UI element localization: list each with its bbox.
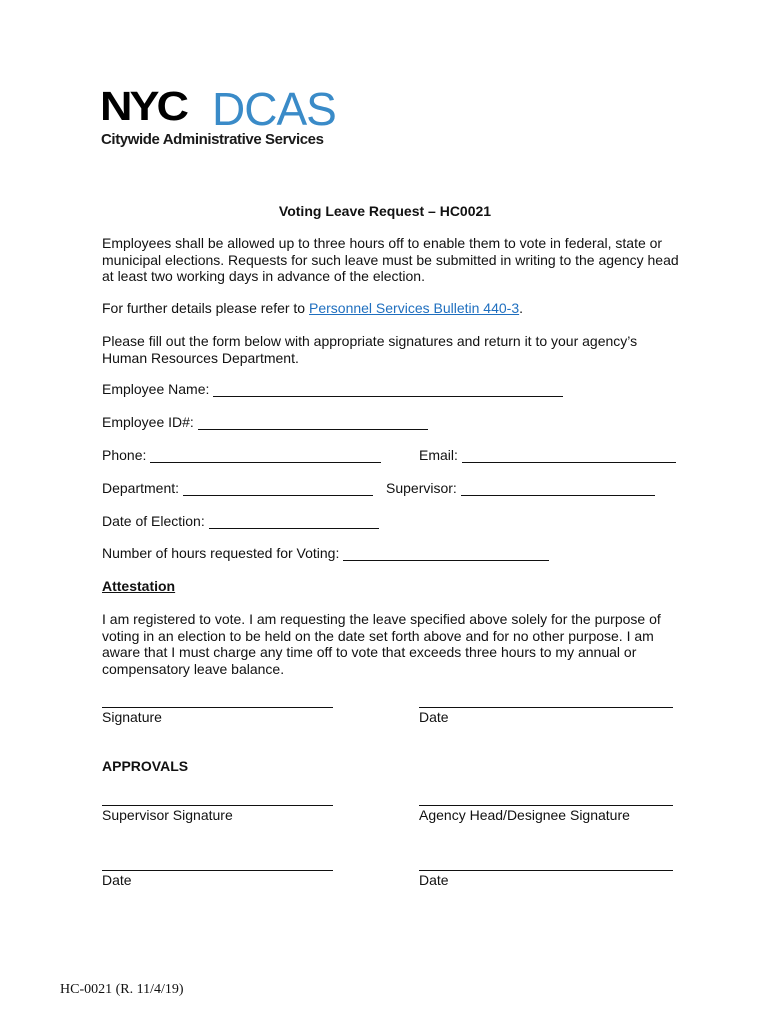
hours-requested-input[interactable] — [343, 546, 549, 561]
logo-nyc: NYC — [100, 83, 187, 130]
date-of-election-label: Date of Election: — [102, 513, 205, 529]
approvals-heading: APPROVALS — [102, 758, 189, 774]
email-input[interactable] — [462, 448, 676, 463]
supervisor-signature-line[interactable] — [102, 805, 333, 806]
intro-paragraph: Employees shall be allowed up to three hours off to enable them to vote in federal, state or municipal elections. Requests for such leave must be submitted in writing to the agency head at least two working days in advance of the election. — [102, 235, 679, 284]
attestation-text: I am registered to vote. I am requesting the leave specified above solely for the purpose of voting in an election to be held on the date set forth above and for no other purpose. I am aware that I must charge any time off to vote that exceeds three hours to my annual or compensatory leave balance. — [102, 611, 661, 677]
date-of-election-input[interactable] — [209, 514, 379, 529]
phone-field[interactable] — [102, 447, 381, 463]
date-of-election-field[interactable] — [102, 513, 379, 529]
approval-date-right-label: Date — [419, 872, 449, 888]
phone-input[interactable] — [150, 448, 381, 463]
employee-id-label: Employee ID#: — [102, 414, 194, 430]
bulletin-link[interactable]: Personnel Services Bulletin 440-3 — [309, 300, 520, 316]
form-footer-code: HC-0021 (R. 11/4/19) — [60, 982, 184, 997]
signature-line[interactable] — [102, 707, 333, 708]
hours-requested-label: Number of hours requested for Voting: — [102, 545, 340, 561]
hours-requested-field[interactable] — [102, 545, 549, 561]
supervisor-input[interactable] — [461, 481, 655, 496]
signature-label: Signature — [102, 709, 162, 725]
department-label: Department: — [102, 480, 180, 496]
employee-id-field[interactable] — [102, 414, 428, 430]
approval-date-right-line[interactable] — [419, 870, 673, 871]
logo-subtitle: Citywide Administrative Services — [101, 131, 324, 148]
agency-head-signature-label: Agency Head/Designee Signature — [419, 807, 630, 823]
details-paragraph — [102, 300, 682, 317]
supervisor-field[interactable] — [386, 480, 655, 496]
employee-id-input[interactable] — [198, 415, 428, 430]
attestation-heading: Attestation — [102, 578, 176, 594]
email-label: Email: — [419, 447, 458, 463]
approval-date-left-line[interactable] — [102, 870, 333, 871]
logo-dcas: DCAS — [212, 83, 336, 135]
page-title: Voting Leave Request – HC0021 — [278, 203, 492, 219]
supervisor-signature-label: Supervisor Signature — [102, 807, 233, 823]
phone-label: Phone: — [102, 447, 147, 463]
approval-date-left-label: Date — [102, 872, 132, 888]
employee-name-input[interactable] — [213, 382, 563, 397]
employee-name-label: Employee Name: — [102, 381, 210, 397]
details-prefix: For further details please refer to — [102, 300, 309, 316]
agency-head-signature-line[interactable] — [419, 805, 673, 806]
supervisor-label: Supervisor: — [386, 480, 457, 496]
department-field[interactable] — [102, 480, 373, 496]
department-input[interactable] — [183, 481, 373, 496]
details-suffix: . — [519, 300, 524, 316]
instructions-paragraph: Please fill out the form below with appropriate signatures and return it to your agency’s Human Resources Department. — [102, 333, 638, 366]
attestation-date-label: Date — [419, 709, 449, 725]
employee-name-field[interactable] — [102, 381, 563, 397]
email-field[interactable] — [419, 447, 676, 463]
attestation-date-line[interactable] — [419, 707, 673, 708]
